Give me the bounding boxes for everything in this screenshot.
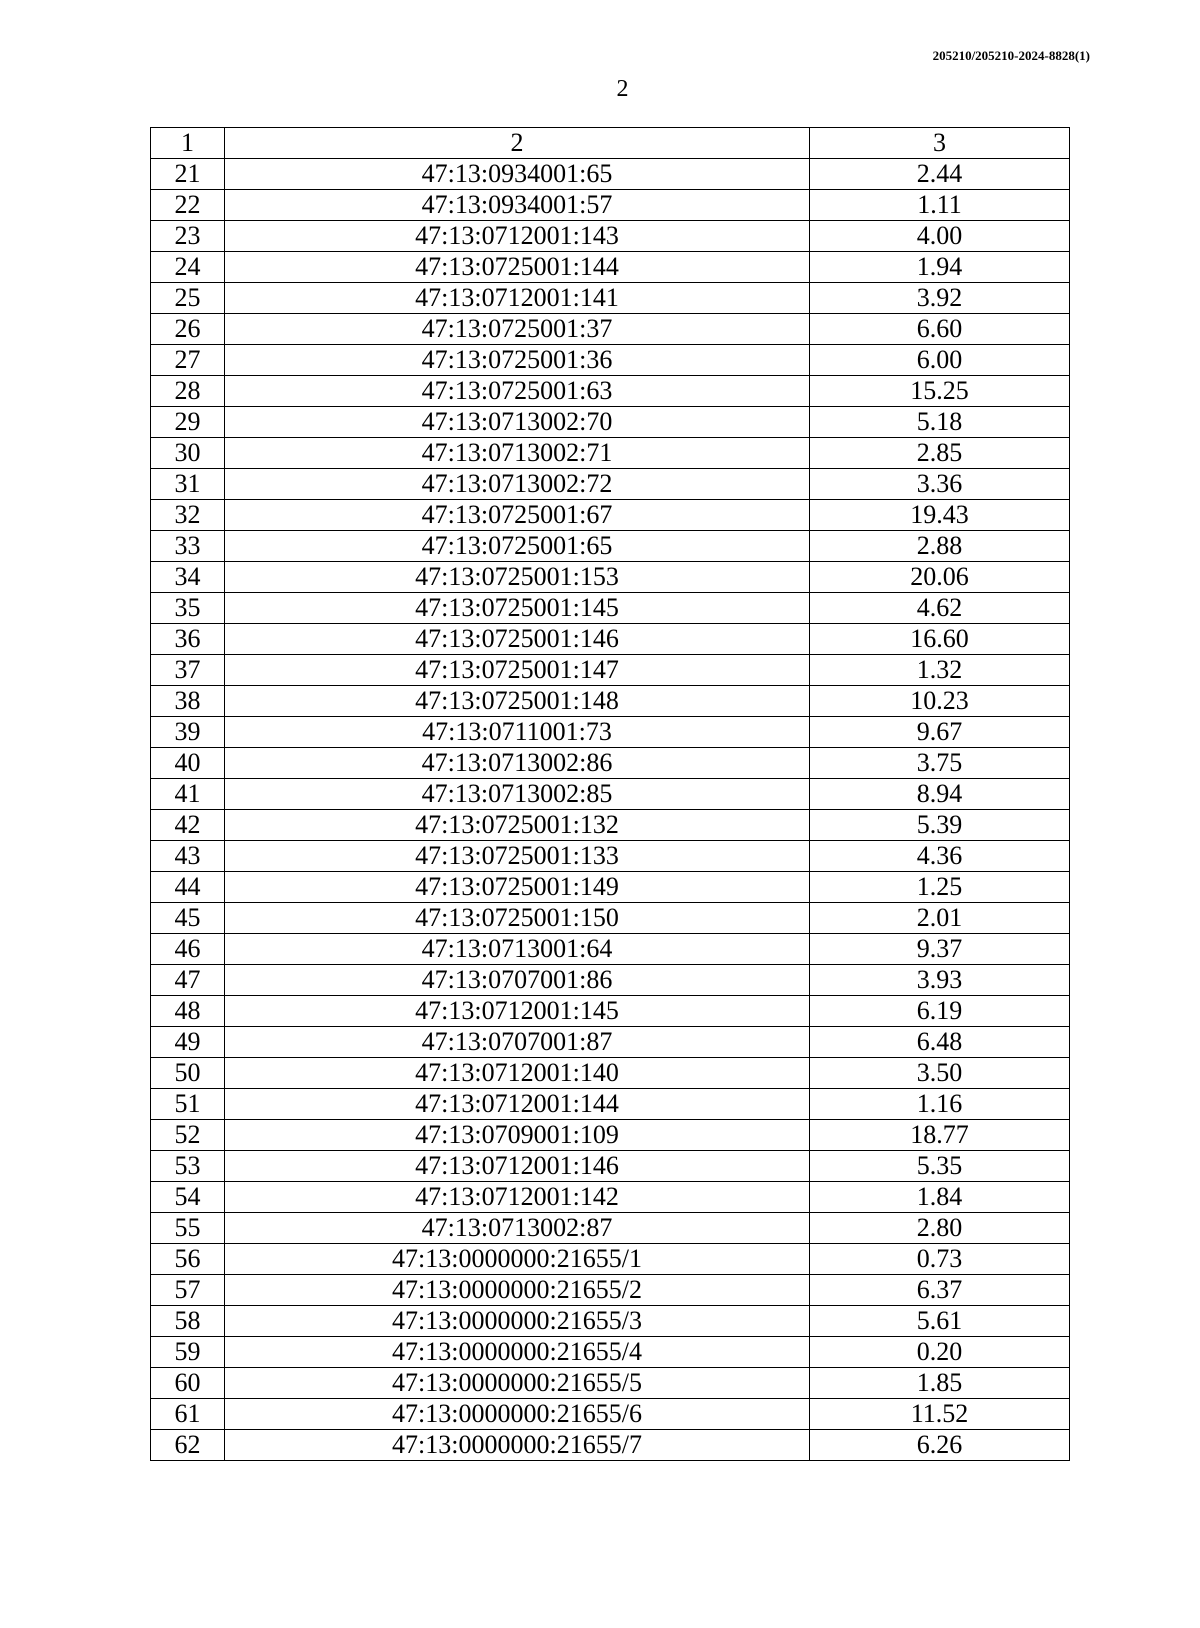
row-number-cell: 58 — [151, 1306, 225, 1337]
row-number-cell: 52 — [151, 1120, 225, 1151]
cadastral-number-cell: 47:13:0934001:57 — [225, 190, 810, 221]
area-value-cell: 3.50 — [810, 1058, 1070, 1089]
cadastral-number-cell: 47:13:0711001:73 — [225, 717, 810, 748]
row-number-cell: 22 — [151, 190, 225, 221]
area-value-cell: 3.93 — [810, 965, 1070, 996]
table-row — [151, 159, 1070, 190]
row-number-cell: 42 — [151, 810, 225, 841]
area-value-cell: 0.73 — [810, 1244, 1070, 1275]
table-row — [151, 469, 1070, 500]
cadastral-number-cell: 47:13:0712001:144 — [225, 1089, 810, 1120]
table-row — [151, 283, 1070, 314]
column-header: 1 — [151, 128, 225, 159]
row-number-cell: 25 — [151, 283, 225, 314]
row-number-cell: 55 — [151, 1213, 225, 1244]
cadastral-number-cell: 47:13:0725001:65 — [225, 531, 810, 562]
page-number: 2 — [616, 76, 629, 102]
cadastral-number-cell: 47:13:0000000:21655/2 — [225, 1275, 810, 1306]
area-value-cell: 2.85 — [810, 438, 1070, 469]
row-number-cell: 53 — [151, 1151, 225, 1182]
cadastral-number-cell: 47:13:0712001:145 — [225, 996, 810, 1027]
table-row — [151, 190, 1070, 221]
table-row — [151, 686, 1070, 717]
area-value-cell: 2.44 — [810, 159, 1070, 190]
row-number-cell: 37 — [151, 655, 225, 686]
cadastral-number-cell: 47:13:0712001:146 — [225, 1151, 810, 1182]
row-number-cell: 61 — [151, 1399, 225, 1430]
table-row — [151, 531, 1070, 562]
table-header-row — [151, 128, 1070, 159]
table-row — [151, 965, 1070, 996]
cadastral-number-cell: 47:13:0725001:67 — [225, 500, 810, 531]
area-value-cell: 20.06 — [810, 562, 1070, 593]
area-value-cell: 3.36 — [810, 469, 1070, 500]
row-number-cell: 28 — [151, 376, 225, 407]
cadastral-number-cell: 47:13:0725001:37 — [225, 314, 810, 345]
document-id: 205210/205210-2024-8828(1) — [932, 48, 1090, 63]
row-number-cell: 41 — [151, 779, 225, 810]
cadastral-number-cell: 47:13:0709001:109 — [225, 1120, 810, 1151]
area-value-cell: 0.20 — [810, 1337, 1070, 1368]
area-value-cell: 1.85 — [810, 1368, 1070, 1399]
row-number-cell: 24 — [151, 252, 225, 283]
area-value-cell: 18.77 — [810, 1120, 1070, 1151]
row-number-cell: 36 — [151, 624, 225, 655]
row-number-cell: 23 — [151, 221, 225, 252]
row-number-cell: 40 — [151, 748, 225, 779]
table-row — [151, 1182, 1070, 1213]
table-row — [151, 841, 1070, 872]
area-value-cell: 1.16 — [810, 1089, 1070, 1120]
area-value-cell: 6.26 — [810, 1430, 1070, 1461]
table-row — [151, 1430, 1070, 1461]
row-number-cell: 35 — [151, 593, 225, 624]
cadastral-number-cell: 47:13:0725001:153 — [225, 562, 810, 593]
cadastral-number-cell: 47:13:0713001:64 — [225, 934, 810, 965]
table-body — [151, 159, 1070, 1461]
area-value-cell: 3.75 — [810, 748, 1070, 779]
area-value-cell: 3.92 — [810, 283, 1070, 314]
cadastral-number-cell: 47:13:0725001:149 — [225, 872, 810, 903]
cadastral-table — [150, 127, 1070, 1461]
area-value-cell: 9.37 — [810, 934, 1070, 965]
row-number-cell: 30 — [151, 438, 225, 469]
table-row — [151, 1089, 1070, 1120]
area-value-cell: 1.25 — [810, 872, 1070, 903]
cadastral-number-cell: 47:13:0713002:72 — [225, 469, 810, 500]
row-number-cell: 43 — [151, 841, 225, 872]
table-row — [151, 252, 1070, 283]
table-row — [151, 221, 1070, 252]
table-row — [151, 748, 1070, 779]
area-value-cell: 19.43 — [810, 500, 1070, 531]
table-row — [151, 1058, 1070, 1089]
column-header: 2 — [225, 128, 810, 159]
column-header: 3 — [810, 128, 1070, 159]
table-row — [151, 810, 1070, 841]
row-number-cell: 46 — [151, 934, 225, 965]
cadastral-number-cell: 47:13:0713002:71 — [225, 438, 810, 469]
area-value-cell: 11.52 — [810, 1399, 1070, 1430]
cadastral-number-cell: 47:13:0000000:21655/4 — [225, 1337, 810, 1368]
area-value-cell: 1.11 — [810, 190, 1070, 221]
row-number-cell: 44 — [151, 872, 225, 903]
table-row — [151, 1275, 1070, 1306]
cadastral-number-cell: 47:13:0725001:148 — [225, 686, 810, 717]
table-row — [151, 779, 1070, 810]
area-value-cell: 6.19 — [810, 996, 1070, 1027]
cadastral-number-cell: 47:13:0712001:143 — [225, 221, 810, 252]
row-number-cell: 45 — [151, 903, 225, 934]
area-value-cell: 6.48 — [810, 1027, 1070, 1058]
row-number-cell: 56 — [151, 1244, 225, 1275]
row-number-cell: 27 — [151, 345, 225, 376]
table-row — [151, 314, 1070, 345]
area-value-cell: 8.94 — [810, 779, 1070, 810]
area-value-cell: 6.60 — [810, 314, 1070, 345]
cadastral-number-cell: 47:13:0712001:140 — [225, 1058, 810, 1089]
cadastral-number-cell: 47:13:0712001:141 — [225, 283, 810, 314]
table-row — [151, 655, 1070, 686]
row-number-cell: 48 — [151, 996, 225, 1027]
cadastral-number-cell: 47:13:0000000:21655/7 — [225, 1430, 810, 1461]
area-value-cell: 6.00 — [810, 345, 1070, 376]
cadastral-number-cell: 47:13:0707001:87 — [225, 1027, 810, 1058]
cadastral-number-cell: 47:13:0725001:145 — [225, 593, 810, 624]
row-number-cell: 50 — [151, 1058, 225, 1089]
row-number-cell: 33 — [151, 531, 225, 562]
row-number-cell: 21 — [151, 159, 225, 190]
table-row — [151, 500, 1070, 531]
table-row — [151, 376, 1070, 407]
cadastral-number-cell: 47:13:0713002:70 — [225, 407, 810, 438]
cadastral-number-cell: 47:13:0725001:144 — [225, 252, 810, 283]
table-row — [151, 903, 1070, 934]
table-row — [151, 717, 1070, 748]
row-number-cell: 49 — [151, 1027, 225, 1058]
row-number-cell: 26 — [151, 314, 225, 345]
area-value-cell: 1.94 — [810, 252, 1070, 283]
area-value-cell: 16.60 — [810, 624, 1070, 655]
cadastral-number-cell: 47:13:0000000:21655/6 — [225, 1399, 810, 1430]
area-value-cell: 5.61 — [810, 1306, 1070, 1337]
table-row — [151, 1027, 1070, 1058]
table-row — [151, 593, 1070, 624]
cadastral-number-cell: 47:13:0000000:21655/3 — [225, 1306, 810, 1337]
area-value-cell: 15.25 — [810, 376, 1070, 407]
cadastral-number-cell: 47:13:0934001:65 — [225, 159, 810, 190]
table-row — [151, 438, 1070, 469]
row-number-cell: 57 — [151, 1275, 225, 1306]
area-value-cell: 4.36 — [810, 841, 1070, 872]
table-row — [151, 562, 1070, 593]
cadastral-number-cell: 47:13:0725001:132 — [225, 810, 810, 841]
area-value-cell: 5.35 — [810, 1151, 1070, 1182]
table-row — [151, 934, 1070, 965]
area-value-cell: 4.62 — [810, 593, 1070, 624]
table-row — [151, 407, 1070, 438]
table-row — [151, 996, 1070, 1027]
area-value-cell: 9.67 — [810, 717, 1070, 748]
area-value-cell: 4.00 — [810, 221, 1070, 252]
cadastral-number-cell: 47:13:0713002:87 — [225, 1213, 810, 1244]
table-row — [151, 872, 1070, 903]
cadastral-number-cell: 47:13:0000000:21655/1 — [225, 1244, 810, 1275]
row-number-cell: 31 — [151, 469, 225, 500]
row-number-cell: 59 — [151, 1337, 225, 1368]
area-value-cell: 2.01 — [810, 903, 1070, 934]
table-row — [151, 1151, 1070, 1182]
cadastral-number-cell: 47:13:0713002:86 — [225, 748, 810, 779]
row-number-cell: 29 — [151, 407, 225, 438]
cadastral-number-cell: 47:13:0725001:133 — [225, 841, 810, 872]
area-value-cell: 5.18 — [810, 407, 1070, 438]
area-value-cell: 6.37 — [810, 1275, 1070, 1306]
area-value-cell: 2.80 — [810, 1213, 1070, 1244]
table-row — [151, 1213, 1070, 1244]
cadastral-number-cell: 47:13:0725001:36 — [225, 345, 810, 376]
area-value-cell: 1.84 — [810, 1182, 1070, 1213]
row-number-cell: 51 — [151, 1089, 225, 1120]
row-number-cell: 62 — [151, 1430, 225, 1461]
area-value-cell: 10.23 — [810, 686, 1070, 717]
row-number-cell: 34 — [151, 562, 225, 593]
row-number-cell: 47 — [151, 965, 225, 996]
table-row — [151, 1244, 1070, 1275]
area-value-cell: 5.39 — [810, 810, 1070, 841]
cadastral-number-cell: 47:13:0725001:146 — [225, 624, 810, 655]
cadastral-number-cell: 47:13:0712001:142 — [225, 1182, 810, 1213]
row-number-cell: 39 — [151, 717, 225, 748]
row-number-cell: 54 — [151, 1182, 225, 1213]
cadastral-number-cell: 47:13:0725001:63 — [225, 376, 810, 407]
table-row — [151, 1120, 1070, 1151]
table-row — [151, 1368, 1070, 1399]
table-row — [151, 345, 1070, 376]
cadastral-number-cell: 47:13:0725001:150 — [225, 903, 810, 934]
row-number-cell: 60 — [151, 1368, 225, 1399]
area-value-cell: 1.32 — [810, 655, 1070, 686]
area-value-cell: 2.88 — [810, 531, 1070, 562]
cadastral-number-cell: 47:13:0000000:21655/5 — [225, 1368, 810, 1399]
table-row — [151, 1399, 1070, 1430]
cadastral-number-cell: 47:13:0713002:85 — [225, 779, 810, 810]
row-number-cell: 38 — [151, 686, 225, 717]
cadastral-number-cell: 47:13:0725001:147 — [225, 655, 810, 686]
table-row — [151, 1306, 1070, 1337]
row-number-cell: 32 — [151, 500, 225, 531]
cadastral-number-cell: 47:13:0707001:86 — [225, 965, 810, 996]
table-row — [151, 624, 1070, 655]
table-row — [151, 1337, 1070, 1368]
